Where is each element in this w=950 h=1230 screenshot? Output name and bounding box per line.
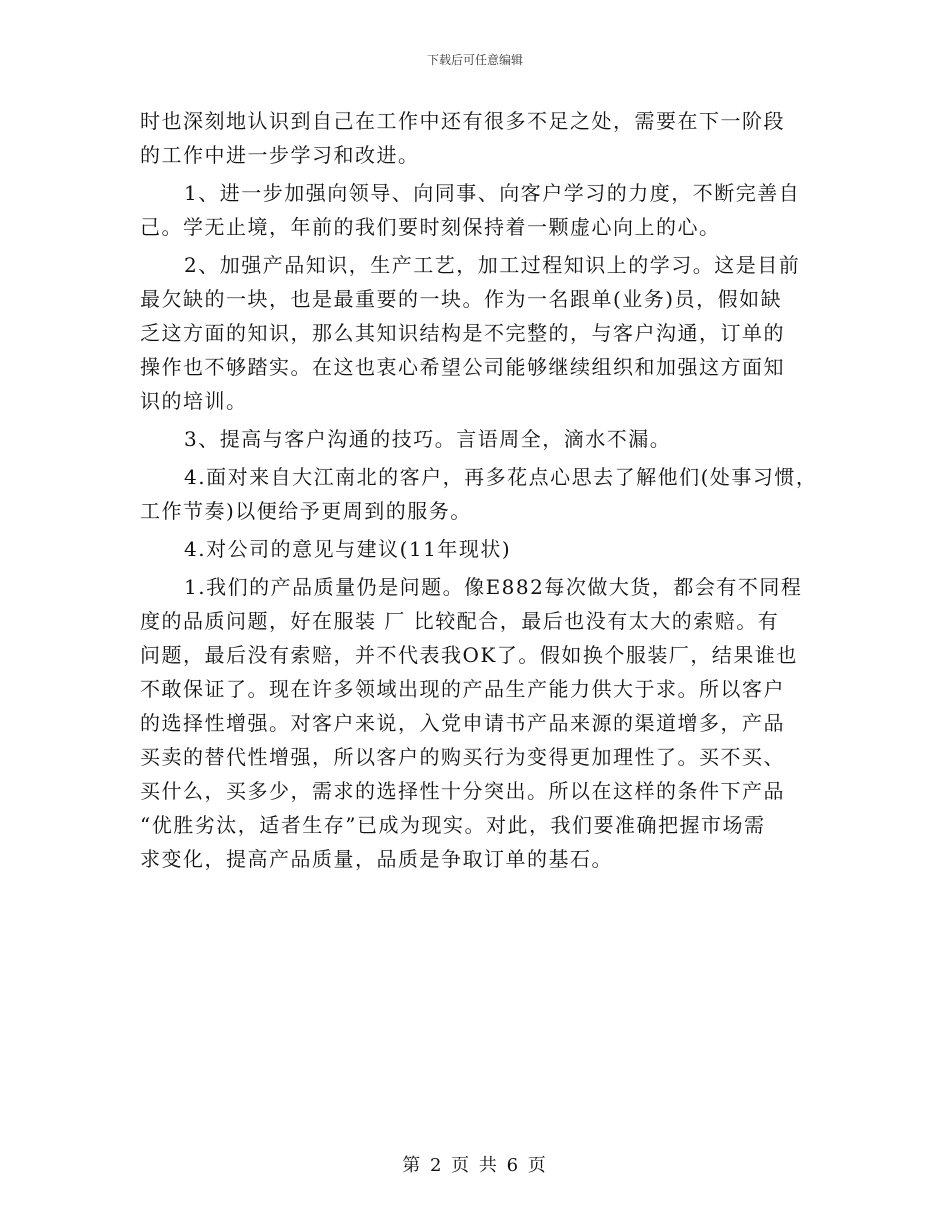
paragraph-line: 2、加强产品知识，生产工艺，加工过程知识上的学习。这是目前: [184, 253, 801, 277]
paragraph-line: 最欠缺的一块，也是最重要的一块。作为一名跟单(业务)员，假如缺: [140, 287, 783, 311]
paragraph-line: “优胜劣汰，适者生存”已成为现实。对此，我们要准确把握市场需: [140, 813, 766, 837]
paragraph-line: 不敢保证了。现在许多领域出现的产品生产能力供大于求。所以客户: [140, 677, 785, 701]
section-heading: 4.对公司的意见与建议(11年现状): [184, 537, 512, 561]
document-body: [140, 104, 830, 876]
paragraph-line: 度的品质问题，好在服装 厂 比较配合，最后也没有太大的索赔。有: [140, 609, 780, 633]
paragraph-line: 买卖的替代性增强，所以客户的购买行为变得更加理性了。买不买、: [140, 745, 785, 769]
paragraph-line: 求变化，提高产品质量，品质是争取订单的基石。: [140, 847, 613, 871]
paragraph-line: 4.面对来自大江南北的客户，再多花点心思去了解他们(处事习惯，: [184, 465, 818, 489]
paragraph-line: 识的培训。: [140, 389, 248, 413]
paragraph-line: 1.我们的产品质量仍是问题。像E882每次做大货，都会有不同程: [184, 575, 803, 599]
paragraph-line: 乏这方面的知识，那么其知识结构是不完整的，与客户沟通，订单的: [140, 321, 785, 345]
paragraph-line: 时也深刻地认识到自己在工作中还有很多不足之处，需要在下一阶段: [140, 109, 785, 133]
paragraph-line: 己。学无止境，年前的我们要时刻保持着一颗虚心向上的心。: [140, 215, 721, 239]
paragraph-line: 问题，最后没有索赔，并不代表我OK了。假如换个服装厂，结果谁也: [140, 643, 798, 667]
paragraph-line: 1、进一步加强向领导、向同事、向客户学习的力度，不断完善自: [184, 181, 801, 205]
paragraph-line: 的选择性增强。对客户来说，入党申请书产品来源的渠道增多，产品: [140, 711, 785, 735]
paragraph-line: 工作节奏)以便给予更周到的服务。: [140, 499, 472, 523]
paragraph-line: 操作也不够踏实。在这也衷心希望公司能够继续组织和加强这方面知: [140, 355, 785, 379]
paragraph-line: 买什么，买多少，需求的选择性十分突出。所以在这样的条件下产品: [140, 779, 785, 803]
paragraph-line: 的工作中进一步学习和改进。: [140, 143, 420, 167]
paragraph-line: 3、提高与客户沟通的技巧。言语周全，滴水不漏。: [184, 427, 672, 451]
page-header: 下载后可任意编辑: [426, 53, 523, 67]
page-number: 第 2 页 共 6 页: [402, 1155, 548, 1176]
